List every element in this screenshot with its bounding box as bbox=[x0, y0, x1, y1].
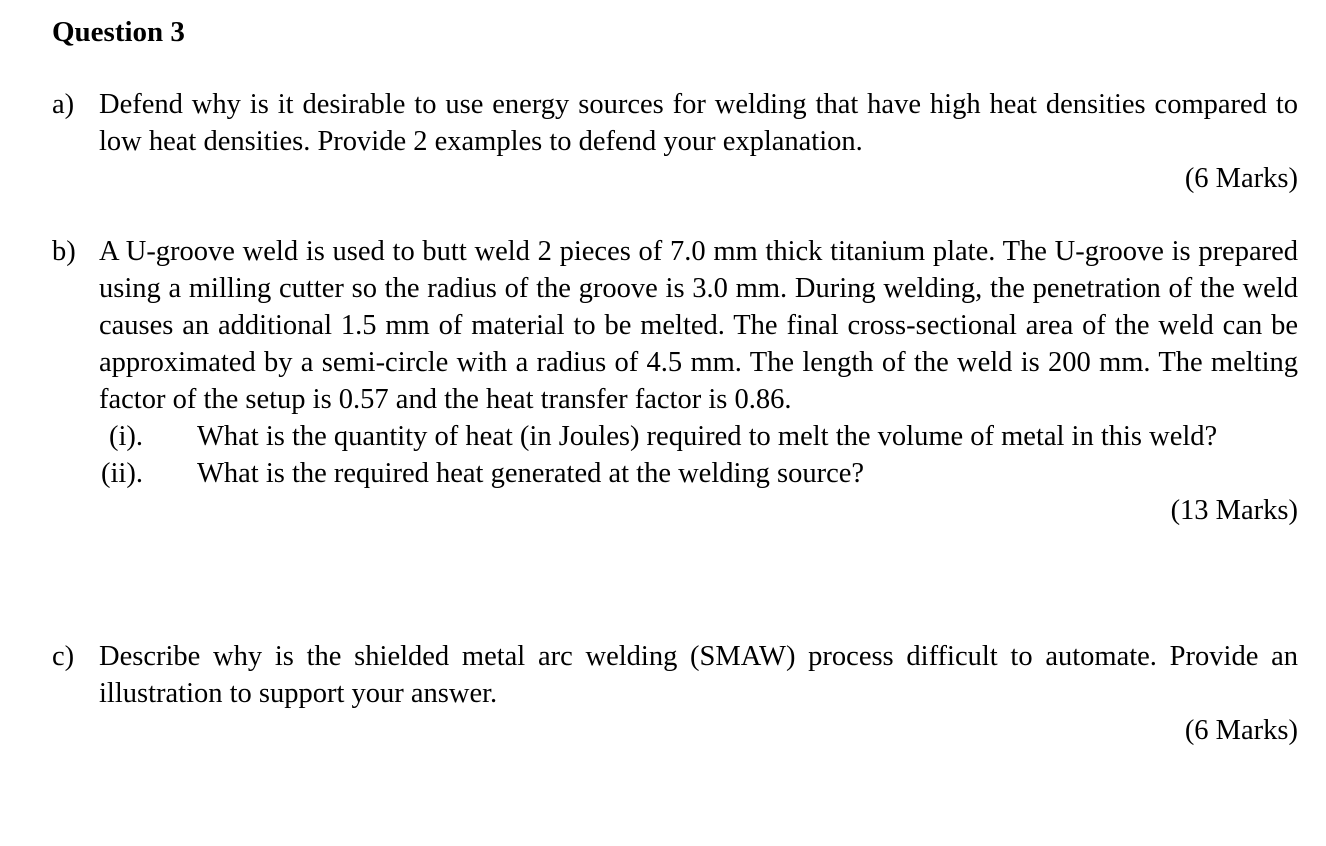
question-part-b bbox=[52, 233, 1298, 529]
subquestion-ii-number: (ii). bbox=[101, 458, 143, 489]
question-part-c bbox=[52, 638, 1298, 749]
part-b-label: b) bbox=[52, 236, 76, 267]
question-title: Question 3 bbox=[52, 16, 185, 48]
subquestion-ii-text: What is the required heat generated at the welding source? bbox=[197, 458, 865, 489]
part-c-label: c) bbox=[52, 641, 75, 672]
subquestion-i bbox=[99, 418, 1298, 455]
question-part-a bbox=[52, 86, 1298, 197]
subquestion-ii bbox=[99, 455, 1298, 492]
part-b-marks: (13 Marks) bbox=[1170, 495, 1298, 526]
part-a-text: Defend why is it desirable to use energy sources for welding that have high heat densities compared to low heat densities. Provide 2 examples to defend your explanation. bbox=[99, 89, 1298, 157]
part-a-marks: (6 Marks) bbox=[1184, 163, 1298, 194]
subquestion-i-text: What is the quantity of heat (in Joules) required to melt the volume of metal in this weld? bbox=[197, 421, 1218, 452]
part-b-text: A U-groove weld is used to butt weld 2 pieces of 7.0 mm thick titanium plate. The U-groove is prepared using a milling cutter so the radius of the groove is 3.0 mm. During welding, the penetration of the weld causes an additional 1.5 mm of material to be melted. The final cross-sectional area of the weld can be approximated by a semi-circle with a radius of 4.5 mm. The length of the weld is 200 mm. The melting factor of the setup is 0.57 and the heat transfer factor is 0.86. bbox=[99, 236, 1298, 415]
part-b-subquestions bbox=[99, 418, 1298, 492]
part-a-label: a) bbox=[52, 89, 75, 120]
part-c-text: Describe why is the shielded metal arc welding (SMAW) process difficult to automate. Provide an illustration to support your answer. bbox=[99, 641, 1298, 709]
part-c-marks: (6 Marks) bbox=[1184, 715, 1298, 746]
subquestion-i-number: (i). bbox=[109, 421, 144, 452]
